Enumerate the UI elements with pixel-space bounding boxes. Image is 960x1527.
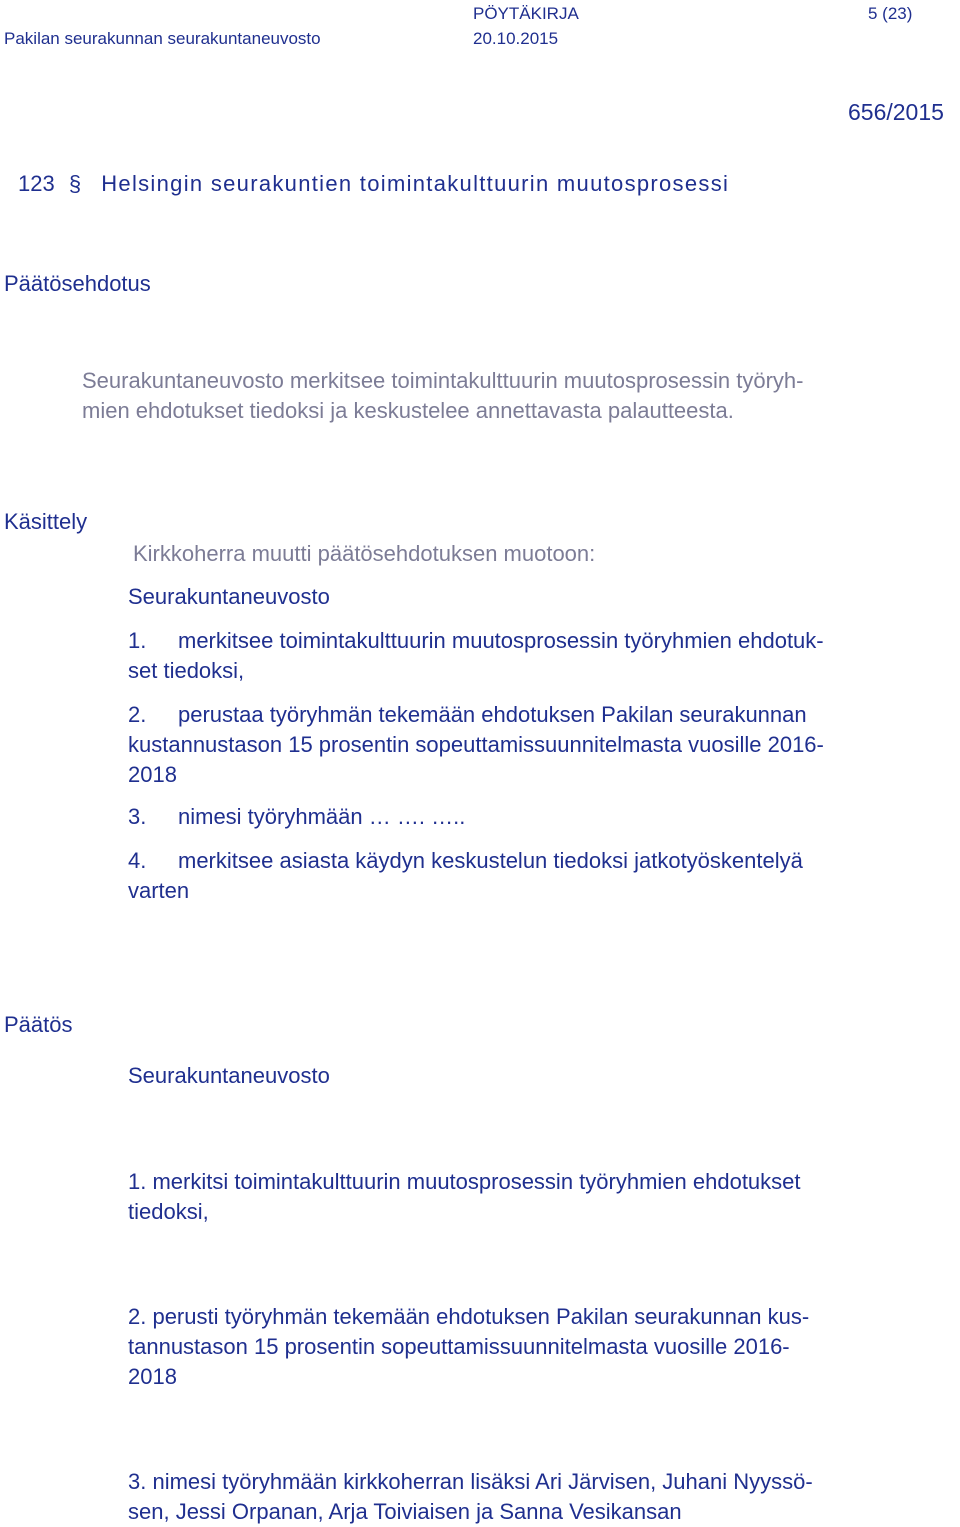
item-text: 3. nimesi työryhmään kirkkoherran lisäksi Ari Järvisen, Juhani Nyyssö- bbox=[128, 1469, 813, 1494]
case-number: 656/2015 bbox=[848, 99, 944, 125]
item-text: 2. perusti työryhmän tekemään ehdotuksen Pakilan seurakunnan kus- bbox=[128, 1304, 810, 1329]
handling-item-1 bbox=[128, 626, 928, 686]
item-text: nimesi työryhmään … …. ….. bbox=[178, 804, 466, 829]
section-symbol: § bbox=[68, 171, 82, 196]
decision-heading: Päätös bbox=[4, 1012, 73, 1037]
item-text: tannustason 15 prosentin sopeuttamissuunnitelmasta vuosille 2016- bbox=[128, 1334, 790, 1359]
item-text: 2018 bbox=[128, 1364, 177, 1389]
item-text: set tiedoksi, bbox=[128, 658, 245, 683]
proposal-text bbox=[82, 366, 803, 426]
document-type: PÖYTÄKIRJA bbox=[473, 4, 579, 23]
decision-item-2 bbox=[128, 1302, 928, 1392]
section-title: Helsingin seurakuntien toimintakulttuurin muutosprosessi bbox=[101, 171, 730, 196]
organization-name: Pakilan seurakunnan seurakuntaneuvosto bbox=[4, 29, 321, 48]
proposal-line: mien ehdotukset tiedoksi ja keskustelee annettavasta palautteesta. bbox=[82, 398, 734, 423]
item-text: merkitsee asiasta käydyn keskustelun tiedoksi jatkotyöskentelyä bbox=[178, 848, 803, 873]
handling-item-2 bbox=[128, 700, 928, 790]
item-text: varten bbox=[128, 878, 190, 903]
item-text: perustaa työryhmän tekemään ehdotuksen Pakilan seurakunnan bbox=[178, 702, 807, 727]
handling-intro: Kirkkoherra muutti päätösehdotuksen muotoon: bbox=[133, 541, 596, 566]
handling-item-4 bbox=[128, 846, 928, 906]
item-number: 3. bbox=[128, 804, 147, 829]
item-text: kustannustason 15 prosentin sopeuttamissuunnitelmasta vuosille 2016- bbox=[128, 732, 824, 757]
item-text: 2018 bbox=[128, 762, 177, 787]
section-heading bbox=[18, 171, 729, 197]
section-number: 123 bbox=[18, 171, 55, 196]
page-indicator: 5 (23) bbox=[868, 4, 913, 23]
decision-item-1 bbox=[128, 1167, 928, 1227]
item-text: 1. merkitsi toimintakulttuurin muutosprosessin työryhmien ehdotukset bbox=[128, 1169, 801, 1194]
item-number: 1. bbox=[128, 628, 147, 653]
item-text: sen, Jessi Orpanan, Arja Toiviaisen ja Sanna Vesikansan bbox=[128, 1499, 682, 1524]
proposal-heading: Päätösehdotus bbox=[4, 271, 151, 296]
item-text: merkitsee toimintakulttuurin muutosprosessin työryhmien ehdotuk- bbox=[178, 628, 824, 653]
item-number: 2. bbox=[128, 702, 147, 727]
proposal-line: Seurakuntaneuvosto merkitsee toimintakulttuurin muutosprosessin työryh- bbox=[82, 368, 804, 393]
meeting-date: 20.10.2015 bbox=[473, 29, 559, 48]
handling-subject: Seurakuntaneuvosto bbox=[128, 584, 330, 609]
handling-item-3 bbox=[128, 802, 928, 832]
decision-item-3 bbox=[128, 1467, 928, 1527]
decision-subject: Seurakuntaneuvosto bbox=[128, 1063, 330, 1088]
item-number: 4. bbox=[128, 848, 147, 873]
item-text: tiedoksi, bbox=[128, 1199, 209, 1224]
handling-heading: Käsittely bbox=[4, 509, 88, 534]
